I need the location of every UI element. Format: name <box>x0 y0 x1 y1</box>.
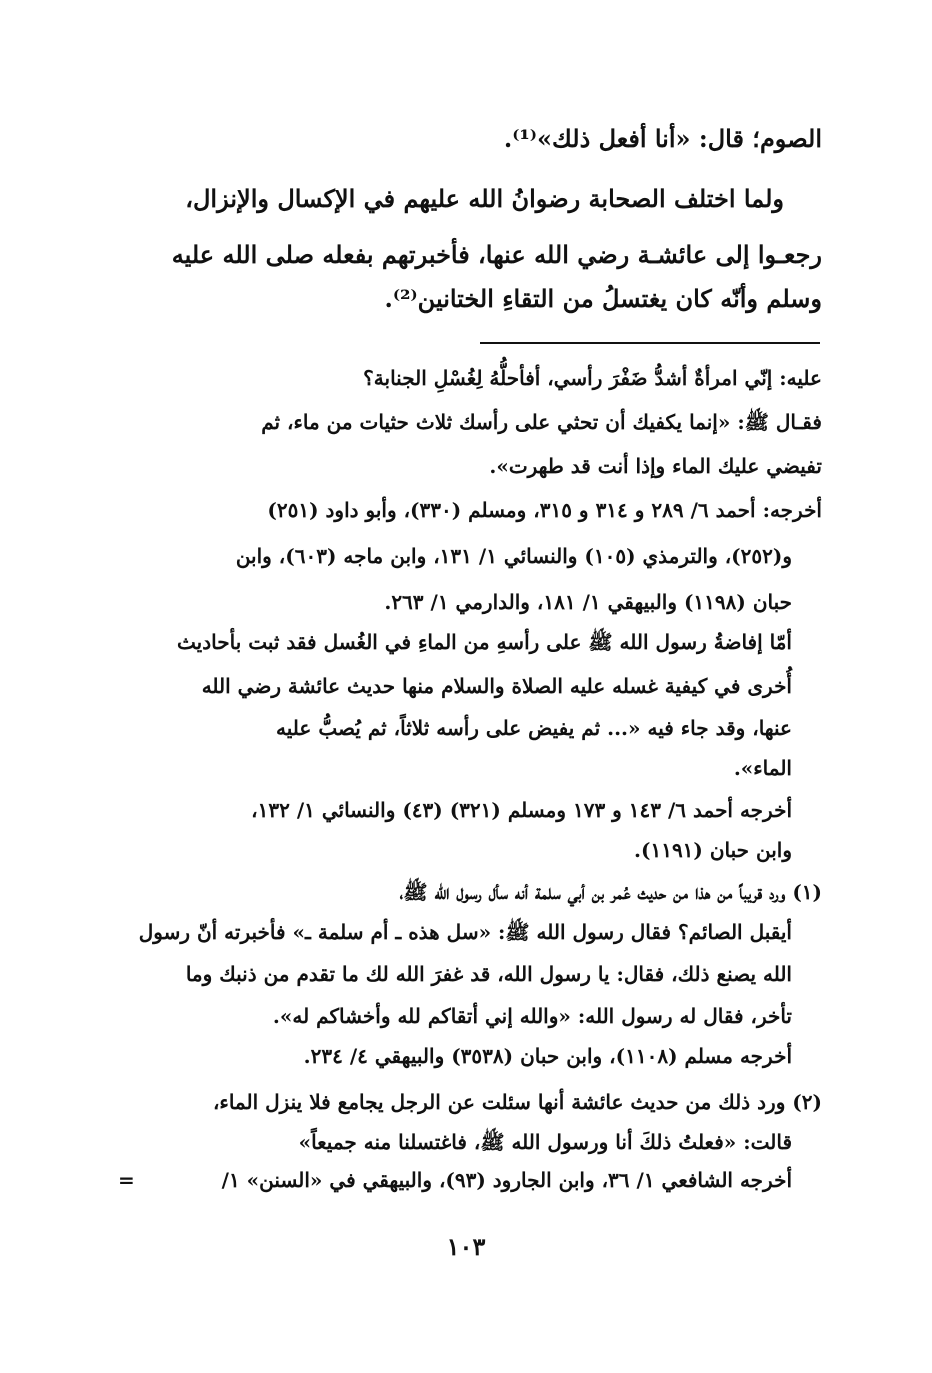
footnote-line: حبان (١١٩٨) والبيهقي ١/ ١٨١، والدارمي ١/ ٢٦٣. <box>384 590 792 614</box>
footnote-line: أخرجه الشافعي ١/ ٣٦، وابن الجارود (٩٣)، والبيهقي في «السنن» ١/ <box>221 1168 792 1192</box>
main-text-line: الصوم؛ قال: «أنا أفعل ذلك»⁽¹⁾. <box>503 124 822 153</box>
footnote-line: الله يصنع ذلك، فقال: يا رسول الله، قد غفرَ الله لك ما تقدم من ذنبك وما <box>185 962 792 986</box>
footnote-line: أخرجه مسلم (١١٠٨)، وابن حبان (٣٥٣٨) والبيهقي ٤/ ٢٣٤. <box>303 1044 792 1068</box>
footnote-line: أخرجه: أحمد ٦/ ٢٨٩ و ٣١٤ و ٣١٥، ومسلم (٣٣٠)، وأبو داود (٢٥١) <box>267 498 822 522</box>
footnote-line: تفيضي عليك الماء وإذا أنت قد طهرت». <box>489 454 822 478</box>
footnote-line: عنها، وقد جاء فيه «... ثم يفيض على رأسه ثلاثاً، ثم يُصبُّ عليه <box>276 716 792 740</box>
footnote-line: وابن حبان (١١٩١). <box>634 838 792 862</box>
footnote-line: أخرجه أحمد ٦/ ١٤٣ و ١٧٣ ومسلم (٣٢١) (٤٣) والنسائي ١/ ١٣٢، <box>251 798 792 822</box>
footnote-line: أيقبل الصائم؟ فقال رسول الله ﷺ: «سل هذه ـ أم سلمة ـ» فأخبرته أنّ رسول <box>138 920 792 944</box>
footnote-line: و(٢٥٢)، والترمذي (١٠٥) والنسائي ١/ ١٣١، وابن ماجه (٦٠٣)، وابن <box>235 544 792 568</box>
footnote-line: عليه: إنّي امرأةٌ أشدُّ ضَفْرَ رأسي، أفأحلُّهُ لِغُسْلِ الجنابة؟ <box>363 366 822 390</box>
footnote-line: الماء». <box>733 756 792 780</box>
footnote-line: أمّا إفاضةُ رسول الله ﷺ على رأسهِ من الماءِ في الغُسل فقد ثبت بأحاديث <box>177 630 792 654</box>
page-number: ١٠٣ <box>446 1232 486 1261</box>
footnote-line: تأخر، فقال له رسول الله: «والله إني أتقاكم لله وأخشاكم له». <box>272 1004 792 1028</box>
continuation-mark: = <box>118 1168 135 1192</box>
footnote-line: (١) ورد قريباً من هذا من حديث عُمر بن أبي سلمة أنه سأل رسول الله ﷺ، <box>399 880 822 904</box>
footnote-line: فقـال ﷺ: «إنما يكفيك أن تحثي على رأسك ثلاث حثيات من ماء، ثم <box>261 410 822 434</box>
main-text-line: وسلم وأنّه كان يغتسلُ من التقاءِ الختانين⁽²⁾. <box>384 284 822 313</box>
footnote-line: قالت: «فعلتُ ذلكَ أنا ورسول الله ﷺ، فاغتسلنا منه جميعاً» <box>298 1130 792 1154</box>
main-text-line: رجعـوا إلى عائشـة رضي الله عنها، فأخبرتهم بفعله صلى الله عليه <box>171 240 822 269</box>
main-text-line: ولما اختلف الصحابة رضوانُ الله عليهم في الإكسال والإنزال، <box>185 184 784 213</box>
footnote-line: أُخرى في كيفية غسله عليه الصلاة والسلام منها حديث عائشة رضي الله <box>201 674 792 698</box>
footnote-line: (٢) ورد ذلك من حديث عائشة أنها سئلت عن الرجل يجامع فلا ينزل الماء، <box>212 1090 822 1114</box>
footnote-separator <box>480 342 820 344</box>
